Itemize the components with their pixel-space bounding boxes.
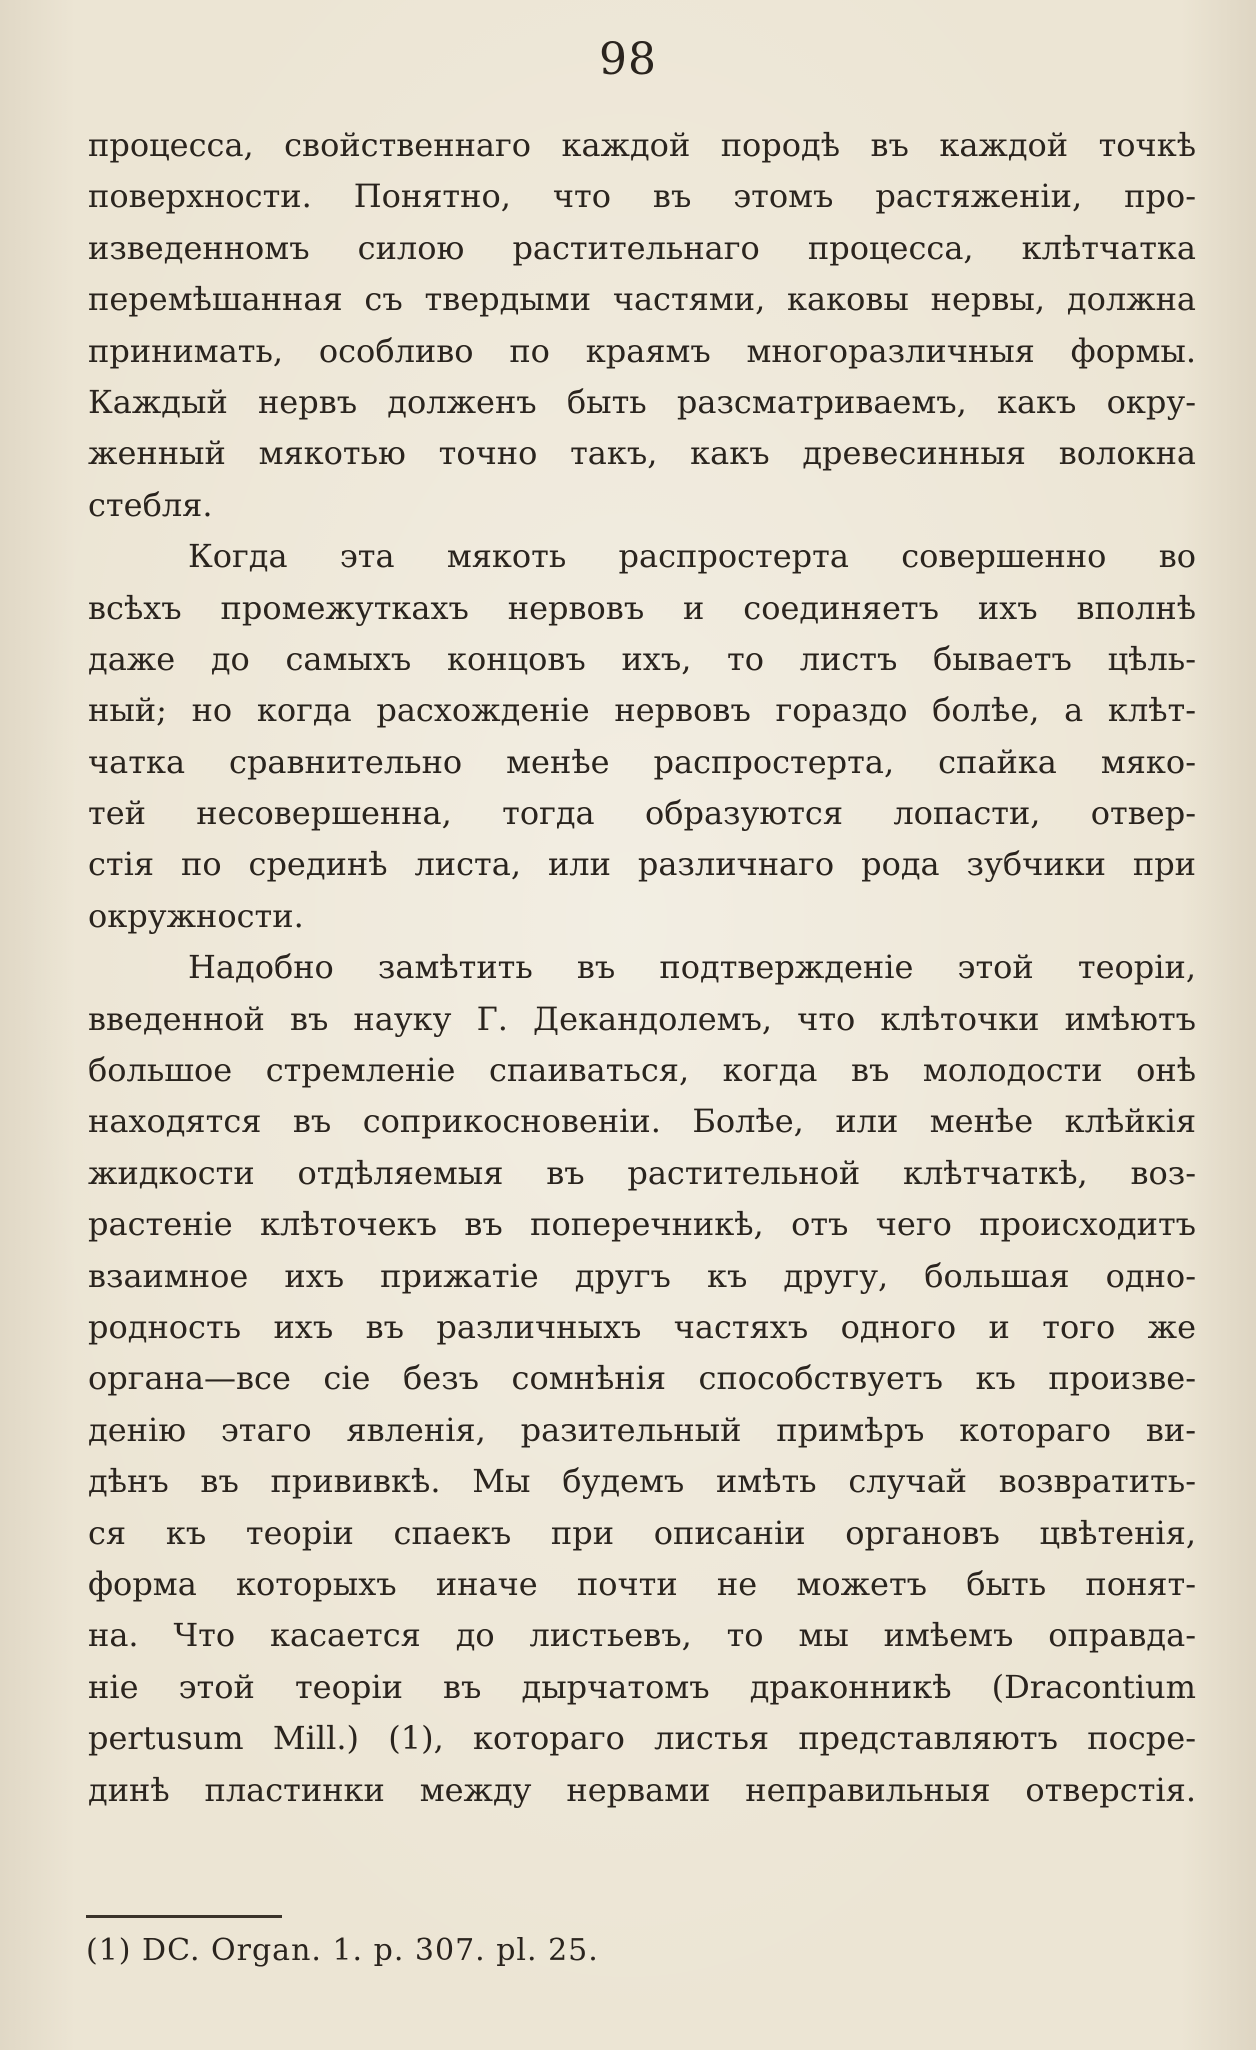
text-line: тей несовершенна, тогда образуются лопасти, отвер- bbox=[88, 794, 1196, 833]
text-line: даже до самыхъ концовъ ихъ, то листъ бываетъ цѣль- bbox=[88, 639, 1196, 678]
text-line: введенной въ науку Г. Декандолемъ, что клѣточки имѣютъ bbox=[88, 999, 1196, 1038]
text-line: всѣхъ промежуткахъ нервовъ и соединяетъ ихъ вполнѣ bbox=[88, 588, 1196, 627]
text-line: органа—все сiе безъ сомнѣнiя способствуетъ къ произве- bbox=[88, 1359, 1196, 1398]
text-line: женный мякотью точно такъ, какъ древесинныя волокна bbox=[88, 434, 1196, 473]
text-line: перемѣшанная съ твердыми частями, каковы нервы, должна bbox=[88, 280, 1196, 319]
text-line: поверхности. Понятно, что въ этомъ растяженiи, про- bbox=[88, 177, 1196, 216]
page-number: 98 bbox=[599, 34, 657, 85]
text-line: ся къ теорiи спаекъ при описанiи органовъ цвѣтенiя, bbox=[88, 1513, 1196, 1552]
text-line: жидкости отдѣляемыя въ растительной клѣтчаткѣ, воз- bbox=[88, 1153, 1196, 1192]
text-line: pertusum Mill.) (1), котораго листья представляютъ посре- bbox=[88, 1719, 1196, 1758]
text-line: динѣ пластинки между нервами неправильныя отверстiя. bbox=[88, 1770, 1196, 1809]
text-line: стебля. bbox=[88, 485, 213, 524]
text-line: большое стремленiе спаиваться, когда въ молодости онѣ bbox=[88, 1051, 1196, 1090]
text-line: родность ихъ въ различныхъ частяхъ одного и того же bbox=[88, 1307, 1196, 1346]
text-line: Каждый нервъ долженъ быть разсматриваемъ, какъ окру- bbox=[88, 382, 1196, 421]
text-line: ный; но когда расхожденiе нервовъ гораздо болѣе, а клѣт- bbox=[88, 691, 1196, 730]
text-line: форма которыхъ иначе почти не можетъ быть понят- bbox=[88, 1564, 1196, 1603]
text-line: принимать, особливо по краямъ многоразличныя формы. bbox=[88, 331, 1196, 370]
text-line: дѣнъ въ прививкѣ. Мы будемъ имѣть случай возвратить- bbox=[88, 1462, 1196, 1501]
text-line: на. Что касается до листьевъ, то мы имѣемъ оправда- bbox=[88, 1616, 1196, 1655]
text-line: взаимное ихъ прижатiе другъ къ другу, большая одно- bbox=[88, 1256, 1196, 1295]
text-line: находятся въ соприкосновенiи. Болѣе, или менѣе клѣйкiя bbox=[88, 1102, 1196, 1141]
text-line: нiе этой теорiи въ дырчатомъ драконникѣ (Dracontium bbox=[88, 1667, 1196, 1706]
text-line: чатка сравнительно менѣе распростерта, спайка мяко- bbox=[88, 742, 1196, 781]
text-line: Когда эта мякоть распростерта совершенно во bbox=[188, 537, 1196, 576]
text-line: денiю этаго явленiя, разительный примѣръ котораго ви- bbox=[88, 1410, 1196, 1449]
text-line: Надобно замѣтить въ подтвержденiе этой теорiи, bbox=[188, 948, 1196, 987]
text-line: изведенномъ силою растительнаго процесса, клѣтчатка bbox=[88, 228, 1196, 267]
text-line: окружности. bbox=[88, 896, 304, 935]
text-line: процесса, свойственнаго каждой породѣ въ каждой точкѣ bbox=[88, 126, 1196, 164]
footnote: (1) DC. Organ. 1. p. 307. pl. 25. bbox=[86, 1933, 599, 1968]
paragraph-2 bbox=[88, 531, 1196, 942]
paragraph-1 bbox=[88, 120, 1196, 531]
paragraph-3 bbox=[88, 942, 1196, 1816]
text-line: растенiе клѣточекъ въ поперечникѣ, отъ чего происходитъ bbox=[88, 1205, 1196, 1244]
text-line: стiя по срединѣ листа, или различнаго рода зубчики при bbox=[88, 845, 1196, 884]
footnote-rule bbox=[86, 1915, 282, 1918]
body-text bbox=[88, 120, 1196, 1816]
